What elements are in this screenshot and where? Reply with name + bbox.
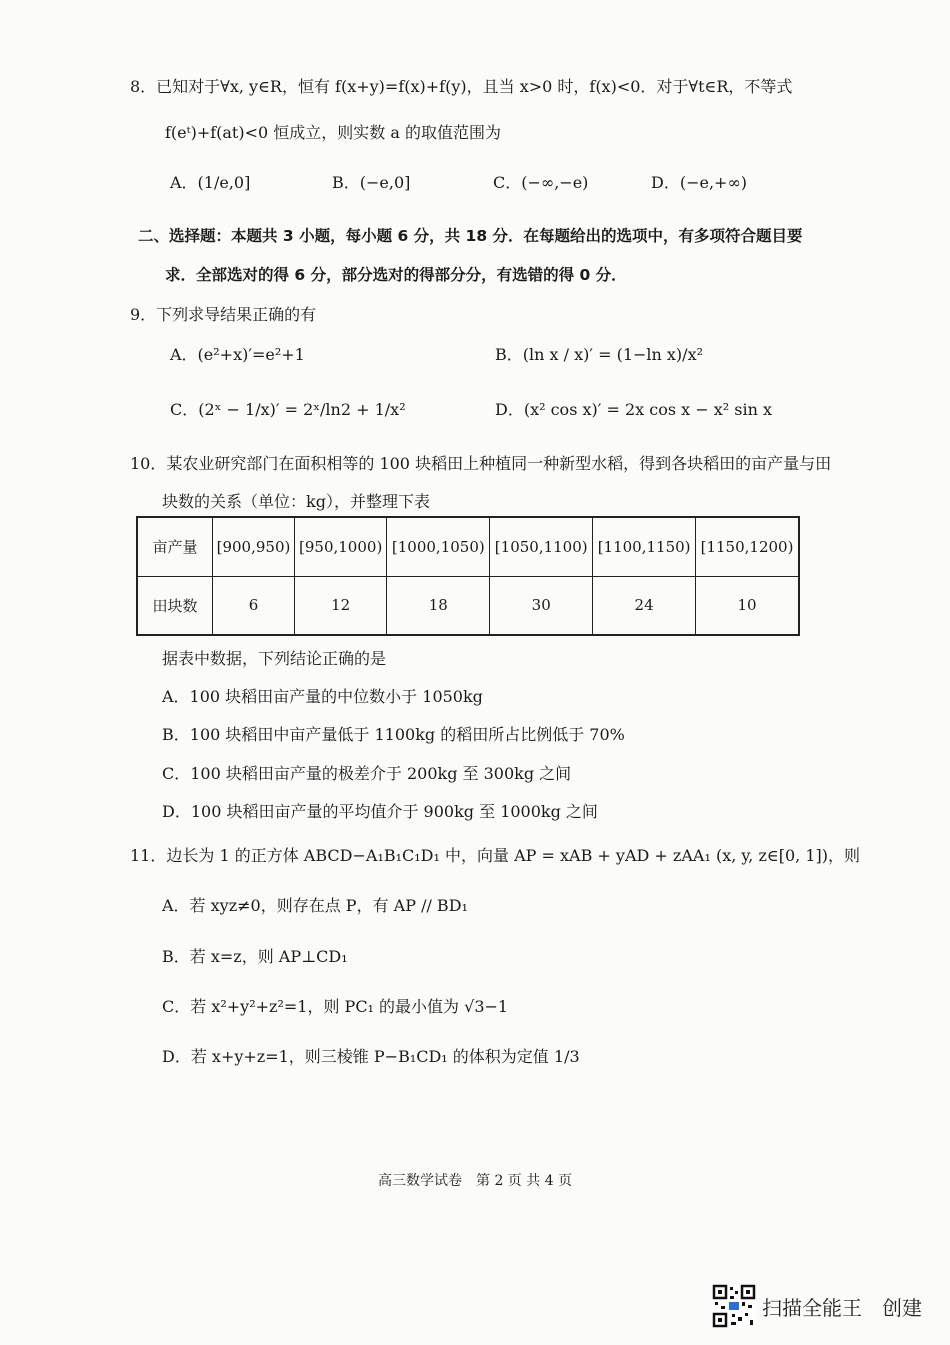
q9-option-d: D．(x² cos x)′ = 2x cos x − x² sin x (495, 400, 773, 419)
table-header-yield: 亩产量 (137, 517, 213, 576)
q11-option-a: A．若 xyz≠0，则存在点 P，有 AP // BD₁ (162, 896, 468, 915)
table-cell: 30 (490, 576, 593, 635)
q11-option-d: D．若 x+y+z=1，则三棱锥 P−B₁CD₁ 的体积为定值 1/3 (162, 1047, 580, 1066)
table-cell: [1000,1050) (387, 517, 490, 576)
q8-option-d: D．(−e,+∞) (651, 173, 748, 192)
table-cell: [900,950) (213, 517, 295, 576)
yield-table (136, 516, 800, 636)
q8-option-c: C．(−∞,−e) (493, 173, 589, 192)
table-row (137, 576, 799, 635)
table-cell: [1150,1200) (696, 517, 799, 576)
q8-line2: f(eᵗ)+f(at)<0 恒成立，则实数 a 的取值范围为 (165, 123, 501, 142)
table-row (137, 517, 799, 576)
q10-line1: 10．某农业研究部门在面积相等的 100 块稻田上种植同一种新型水稻，得到各块稻田的亩产量与田 (130, 454, 832, 473)
qr-code-icon (712, 1284, 756, 1328)
section2-heading-line2: 求．全部选对的得 6 分，部分选对的得部分分，有选错的得 0 分． (165, 266, 627, 284)
page-footer: 高三数学试卷 第 2 页 共 4 页 (378, 1173, 573, 1189)
scanner-brand-label: 扫描全能王 创建 (762, 1296, 922, 1320)
q8-line1: 8．已知对于∀x, y∈R，恒有 f(x+y)=f(x)+f(y)，且当 x>0 时，f(x)<0．对于∀t∈R，不等式 (130, 77, 793, 96)
table-cell: [1050,1100) (490, 517, 593, 576)
table-cell: 12 (294, 576, 386, 635)
q11-stem: 11．边长为 1 的正方体 ABCD−A₁B₁C₁D₁ 中，向量 AP = xAB + yAD + zAA₁ (x, y, z∈[0, 1])，则 (130, 846, 861, 865)
q10-option-b: B．100 块稻田中亩产量低于 1100kg 的稻田所占比例低于 70% (162, 725, 625, 744)
q10-option-a: A．100 块稻田亩产量的中位数小于 1050kg (162, 687, 483, 706)
q8-option-a: A．(1/e,0] (170, 173, 251, 192)
q11-option-c: C．若 x²+y²+z²=1，则 PC₁ 的最小值为 √3−1 (162, 997, 509, 1016)
q8-option-b: B．(−e,0] (332, 173, 411, 192)
q10-after-table: 据表中数据，下列结论正确的是 (162, 649, 387, 668)
table-cell: 24 (593, 576, 696, 635)
q9-option-b: B．(ln x / x)′ = (1−ln x)/x² (495, 345, 704, 364)
table-header-count: 田块数 (137, 576, 213, 635)
q10-option-c: C．100 块稻田亩产量的极差介于 200kg 至 300kg 之间 (162, 764, 572, 783)
q11-option-b: B．若 x=z，则 AP⊥CD₁ (162, 947, 348, 966)
table-cell: [1100,1150) (593, 517, 696, 576)
q10-option-d: D．100 块稻田亩产量的平均值介于 900kg 至 1000kg 之间 (162, 802, 598, 821)
q9-stem: 9．下列求导结果正确的有 (130, 305, 317, 324)
q10-line2: 块数的关系（单位：kg），并整理下表 (162, 492, 430, 511)
table-cell: [950,1000) (294, 517, 386, 576)
section2-heading-line1: 二、选择题：本题共 3 小题，每小题 6 分，共 18 分．在每题给出的选项中，有多项符合题目要 (138, 227, 803, 245)
q9-option-a: A．(e²+x)′=e²+1 (170, 345, 305, 364)
table-cell: 18 (387, 576, 490, 635)
q9-option-c: C．(2ˣ − 1/x)′ = 2ˣ/ln2 + 1/x² (170, 400, 406, 419)
table-cell: 6 (213, 576, 295, 635)
table-cell: 10 (696, 576, 799, 635)
